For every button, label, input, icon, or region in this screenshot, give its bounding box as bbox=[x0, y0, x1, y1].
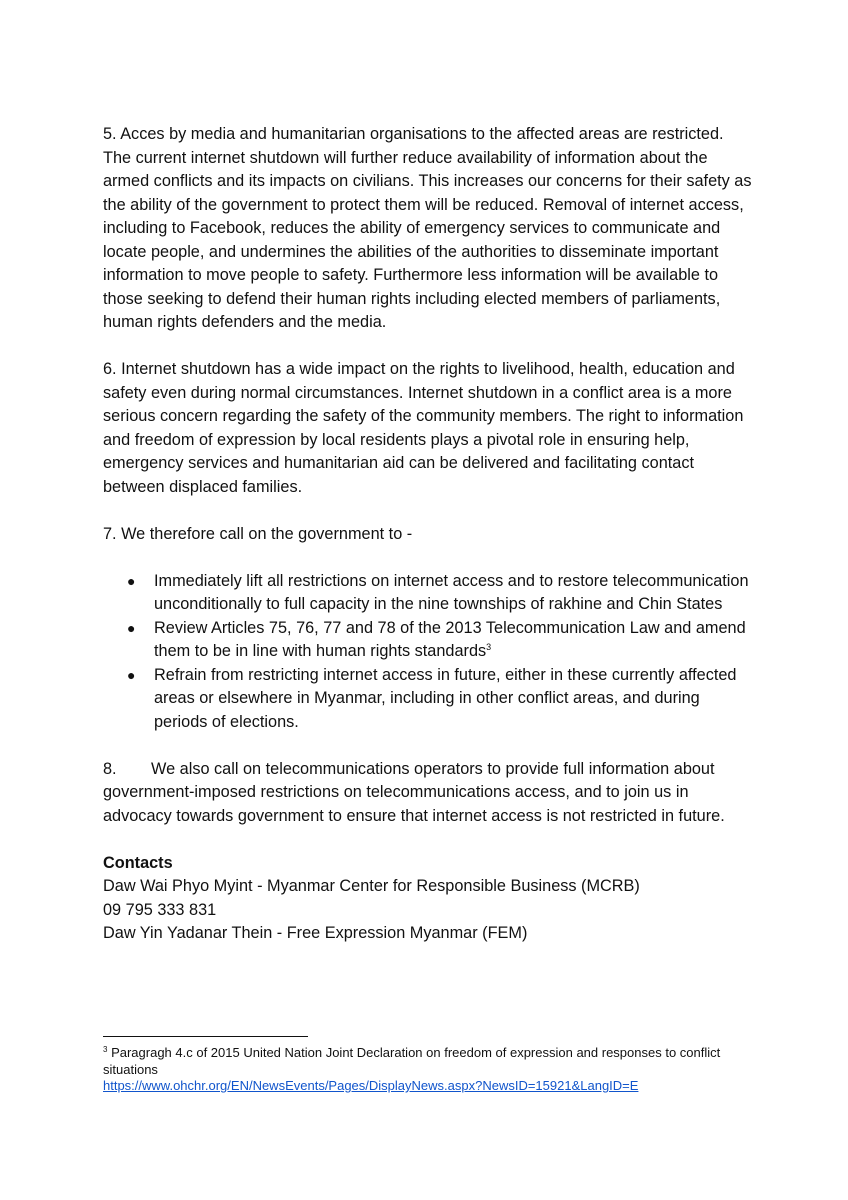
footnote-reference[interactable]: 3 bbox=[486, 642, 492, 652]
list-item bbox=[127, 570, 753, 617]
list-item-text: Immediately lift all restrictions on internet access and to restore telecommunication unconditionally to full capacity in the nine townships of rakhine and Chin States bbox=[154, 571, 749, 613]
footnote-divider bbox=[103, 1036, 308, 1037]
list-item bbox=[127, 617, 753, 664]
footnote-text: Paragragh 4.c of 2015 United Nation Joint Declaration on freedom of expression and responses to conflict situations bbox=[103, 1045, 721, 1077]
bullet-icon: ● bbox=[127, 666, 136, 683]
paragraph-8 bbox=[103, 758, 753, 829]
contacts-heading: Contacts bbox=[103, 853, 173, 872]
paragraph-8-number: 8. bbox=[103, 759, 117, 778]
list-item-text: Review Articles 75, 76, 77 and 78 of the 2013 Telecommunication Law and amend them to be in line with human rights standards bbox=[154, 618, 746, 660]
government-calls-list bbox=[103, 570, 753, 735]
contact-line: Daw Wai Phyo Myint - Myanmar Center for Responsible Business (MCRB) bbox=[103, 877, 640, 895]
contact-phone: 09 795 333 831 bbox=[103, 900, 217, 919]
paragraph-7: 7. We therefore call on the government to - bbox=[103, 524, 413, 543]
paragraph-5: 5. Acces by media and humanitarian organisations to the affected areas are restricted. The current internet shutdown will further reduce availability of information about the armed conflicts and its impacts on civilians. This increases our concerns for their safety as the ability of the government to protect them will be reduced. Removal of internet access, including to Facebook, reduces the ability of emergency services to communicate and locate people, and undermines the abilities of the authorities to disseminate important information to move people to safety. Furthermore less information will be available to those seeking to defend their human rights including elected members of parliaments, human rights defenders and the media. bbox=[103, 125, 752, 331]
footnote-link[interactable]: https://www.ohchr.org/EN/NewsEvents/Pages/DisplayNews.aspx?NewsID=15921&LangID=E bbox=[103, 1078, 639, 1093]
document-body bbox=[103, 123, 753, 946]
list-item-text: Refrain from restricting internet access in future, either in these currently affected areas or elsewhere in Myanmar, including in other conflict areas, and during periods of elections. bbox=[154, 665, 737, 731]
paragraph-6: 6. Internet shutdown has a wide impact on the rights to livelihood, health, education and safety even during normal circumstances. Internet shutdown in a conflict area is a more serious concern regarding the safety of the community members. The right to information and freedom of expression by local residents plays a pivotal role in ensuring help, emergency services and humanitarian aid can be delivered and facilitating contact between displaced families. bbox=[103, 360, 744, 496]
footnote bbox=[103, 1045, 753, 1095]
contacts-section bbox=[103, 852, 753, 946]
bullet-icon: ● bbox=[127, 572, 136, 589]
contact-line: Daw Yin Yadanar Thein - Free Expression Myanmar (FEM) bbox=[103, 924, 528, 942]
bullet-icon: ● bbox=[127, 619, 136, 636]
paragraph-8-text: We also call on telecommunications operators to provide full information about government-imposed restrictions on telecommunications access, and to join us in advocacy towards government to ensure that internet access is not restricted in future. bbox=[103, 759, 725, 825]
footnote-marker: 3 bbox=[103, 1045, 108, 1054]
list-item bbox=[127, 664, 753, 735]
